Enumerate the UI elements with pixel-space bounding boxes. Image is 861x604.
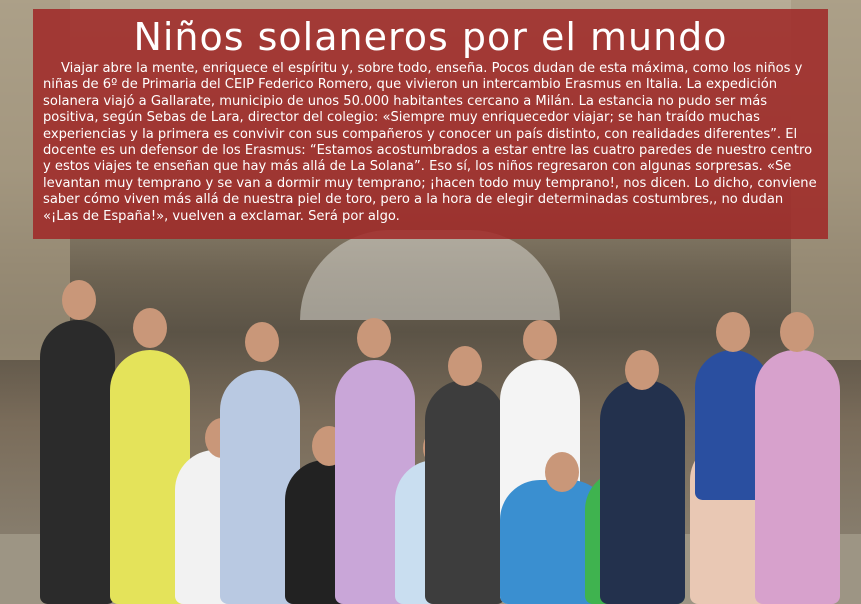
person (755, 350, 840, 604)
person (600, 380, 685, 604)
person-head (245, 322, 279, 362)
article-body: Viajar abre la mente, enriquece el espíritu y, sobre todo, enseña. Pocos dudan de esta máxima, como los niños y niñas de 6º de Primaria del CEIP Federico Romero, que vivieron un intercambio Erasmus en Italia. La expedición solanera viajó a Gallarate, municipio de unos 50.000 habitantes cercano a Milán. La estancia no pudo ser más positiva, según Sebas de Lara, director del colegio: «Siempre muy enriquecedor viajar; se han traído muchas experiencias y la primera es convivir con sus compañeros y conocer un país distinto, con realidades diferentes”. El docente es un defensor de los Erasmus: “Estamos acostumbrados a estar entre las cuatro paredes de nuestro centro y estos viajes te enseñan que hay más allá de La Solana”. Eso sí, los niños regresaron con algunas sorpresas. «Se levantan muy temprano y se van a dormir muy temprano; ¡hacen todo muy temprano!, nos dicen. Lo dicho, conviene saber cómo viven más allá de nuestra piel de toro, pero a la hora de elegir determinadas costumbres,, no dudan «¡Las de España!», vuelven a exclamar. Será por algo. (43, 61, 817, 224)
person-head (448, 346, 482, 386)
person-head (133, 308, 167, 348)
person-head (545, 452, 579, 492)
person-head (625, 350, 659, 390)
article-title: Niños solaneros por el mundo (133, 15, 728, 59)
article-panel (33, 9, 828, 239)
person-head (716, 312, 750, 352)
person-head (62, 280, 96, 320)
person (425, 380, 505, 604)
person (40, 320, 115, 604)
person-head (357, 318, 391, 358)
person-head (523, 320, 557, 360)
person-head (780, 312, 814, 352)
student-group (0, 260, 861, 604)
